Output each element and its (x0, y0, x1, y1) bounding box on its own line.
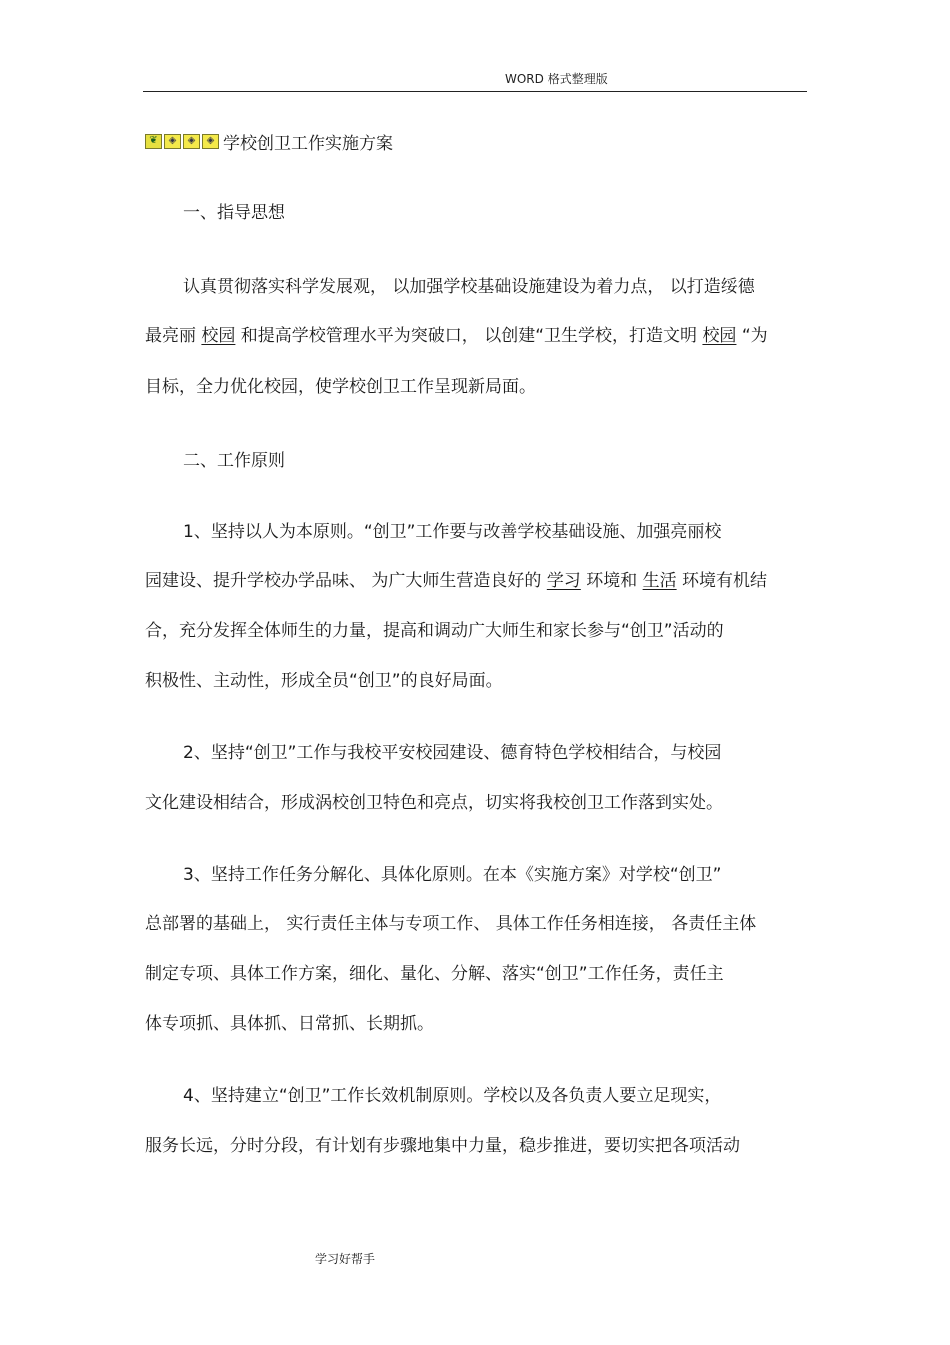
text-run: 最亮丽 (145, 326, 202, 346)
paragraph-line: 总部署的基础上， 实行责任主体与专项工作、 具体工作任务相连接， 各责任主体 (145, 914, 757, 934)
document-title (145, 130, 393, 152)
paragraph-line: 3、坚持工作任务分解化、具体化原则。在本《实施方案》对学校“创卫” (183, 865, 722, 885)
title-text: 学校创卫工作实施方案 (223, 133, 393, 154)
paragraph-line: 2、坚持“创卫”工作与我校平安校园建设、德育特色学校相结合，与校园 (183, 743, 722, 763)
paragraph-line: 文化建设相结合，形成涡校创卫特色和亮点，切实将我校创卫工作落到实处。 (145, 793, 723, 813)
paragraph-line: 体专项抓、具体抓、日常抓、长期抓。 (145, 1014, 434, 1034)
page-header: WORD 格式整理版 (505, 72, 608, 86)
underlined-link[interactable]: 校园 (201, 326, 236, 346)
paragraph-line (145, 570, 767, 592)
paragraph-line: 4、坚持建立“创卫”工作长效机制原则。学校以及各负责人要立足现实， (183, 1086, 722, 1106)
text-run: 环境和 (580, 571, 643, 591)
underlined-link[interactable]: 学习 (546, 571, 581, 591)
leaf-icon: ❦ (145, 134, 162, 149)
text-run: 园建设、提升学校办学品味、 为广大师生营造良好的 (145, 571, 547, 591)
text-run: 环境有机结 (676, 571, 768, 591)
paragraph-line: 目标，全力优化校园，使学校创卫工作呈现新局面。 (145, 377, 536, 397)
paragraph-line: 合，充分发挥全体师生的力量，提高和调动广大师生和家长参与“创卫”活动的 (145, 621, 724, 641)
paragraph-line: 制定专项、具体工作方案，细化、量化、分解、落实“创卫”工作任务，责任主 (145, 964, 724, 984)
section-heading: 二、工作原则 (183, 451, 285, 471)
paragraph-line (145, 325, 768, 347)
paragraph-line: 认真贯彻落实科学发展观， 以加强学校基础设施建设为着力点， 以打造绥德 (183, 277, 755, 297)
header-divider (143, 91, 807, 92)
diamond-icon: ◈ (202, 134, 219, 149)
underlined-link[interactable]: 生活 (642, 571, 677, 591)
paragraph-line: 积极性、主动性，形成全员“创卫”的良好局面。 (145, 671, 503, 691)
page-footer: 学习好帮手 (315, 1252, 376, 1266)
paragraph-line: 服务长远，分时分段，有计划有步骤地集中力量，稳步推进，要切实把各项活动 (145, 1136, 740, 1156)
diamond-icon: ◈ (183, 134, 200, 149)
paragraph-line: 1、坚持以人为本原则。“创卫”工作要与改善学校基础设施、加强亮丽校 (183, 522, 722, 542)
underlined-link[interactable]: 校园 (702, 326, 737, 346)
text-run: “为 (736, 326, 768, 346)
diamond-icon: ◈ (164, 134, 181, 149)
section-heading: 一、指导思想 (183, 203, 285, 223)
text-run: 和提高学校管理水平为突破口， 以创建“卫生学校，打造文明 (235, 326, 703, 346)
